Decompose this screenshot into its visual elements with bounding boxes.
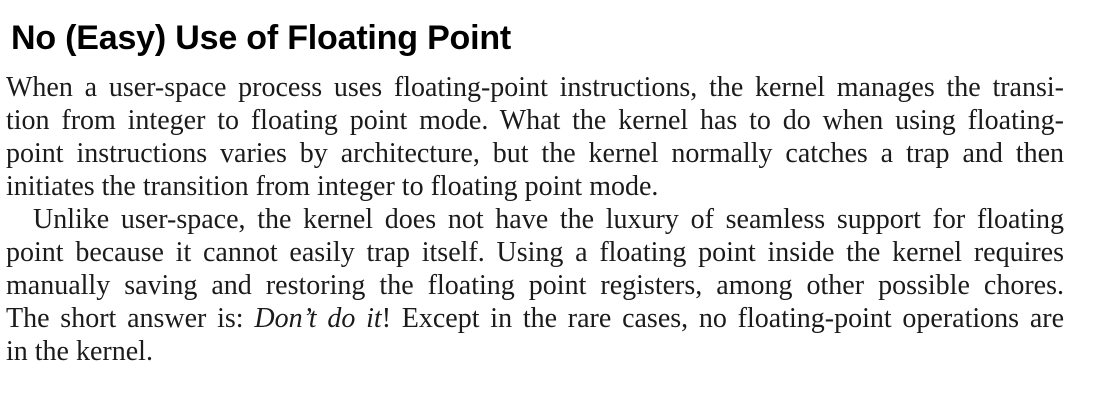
text-segment: manually saving and restoring the floating point registers, among other possible chores. (6, 270, 1064, 301)
text-line (6, 236, 1064, 269)
text-segment: ! Except in the rare cases, no floating-point operations are (381, 303, 1065, 334)
paragraph-1 (6, 71, 1064, 203)
body-text-block (6, 71, 1064, 368)
text-segment: point because it cannot easily trap itself. Using a floating point inside the kernel requires (6, 237, 1064, 268)
text-segment: When a user-space process uses floating-point instructions, the kernel manages the transi- (6, 72, 1064, 103)
text-segment: tion from integer to floating point mode. What the kernel has to do when using floating- (6, 105, 1064, 136)
text-line (6, 104, 1064, 137)
text-line (6, 170, 1064, 203)
text-segment: point instructions varies by architecture, but the kernel normally catches a trap and then (6, 138, 1064, 169)
text-line (6, 137, 1064, 170)
italic-text-segment: Don’t do it (254, 303, 382, 334)
section-heading: No (Easy) Use of Floating Point (11, 19, 512, 57)
text-line (6, 335, 1064, 368)
text-line (6, 302, 1064, 335)
text-line (6, 269, 1064, 302)
text-segment: Unlike user-space, the kernel does not have the luxury of seamless support for floating (33, 204, 1064, 235)
text-segment: The short answer is: (6, 303, 255, 334)
text-segment: initiates the transition from integer to floating point mode. (6, 171, 659, 202)
paragraph-2 (6, 203, 1064, 368)
text-line (6, 203, 1064, 236)
text-line (6, 71, 1064, 104)
page-content (0, 18, 1106, 368)
text-segment: in the kernel. (6, 336, 153, 367)
